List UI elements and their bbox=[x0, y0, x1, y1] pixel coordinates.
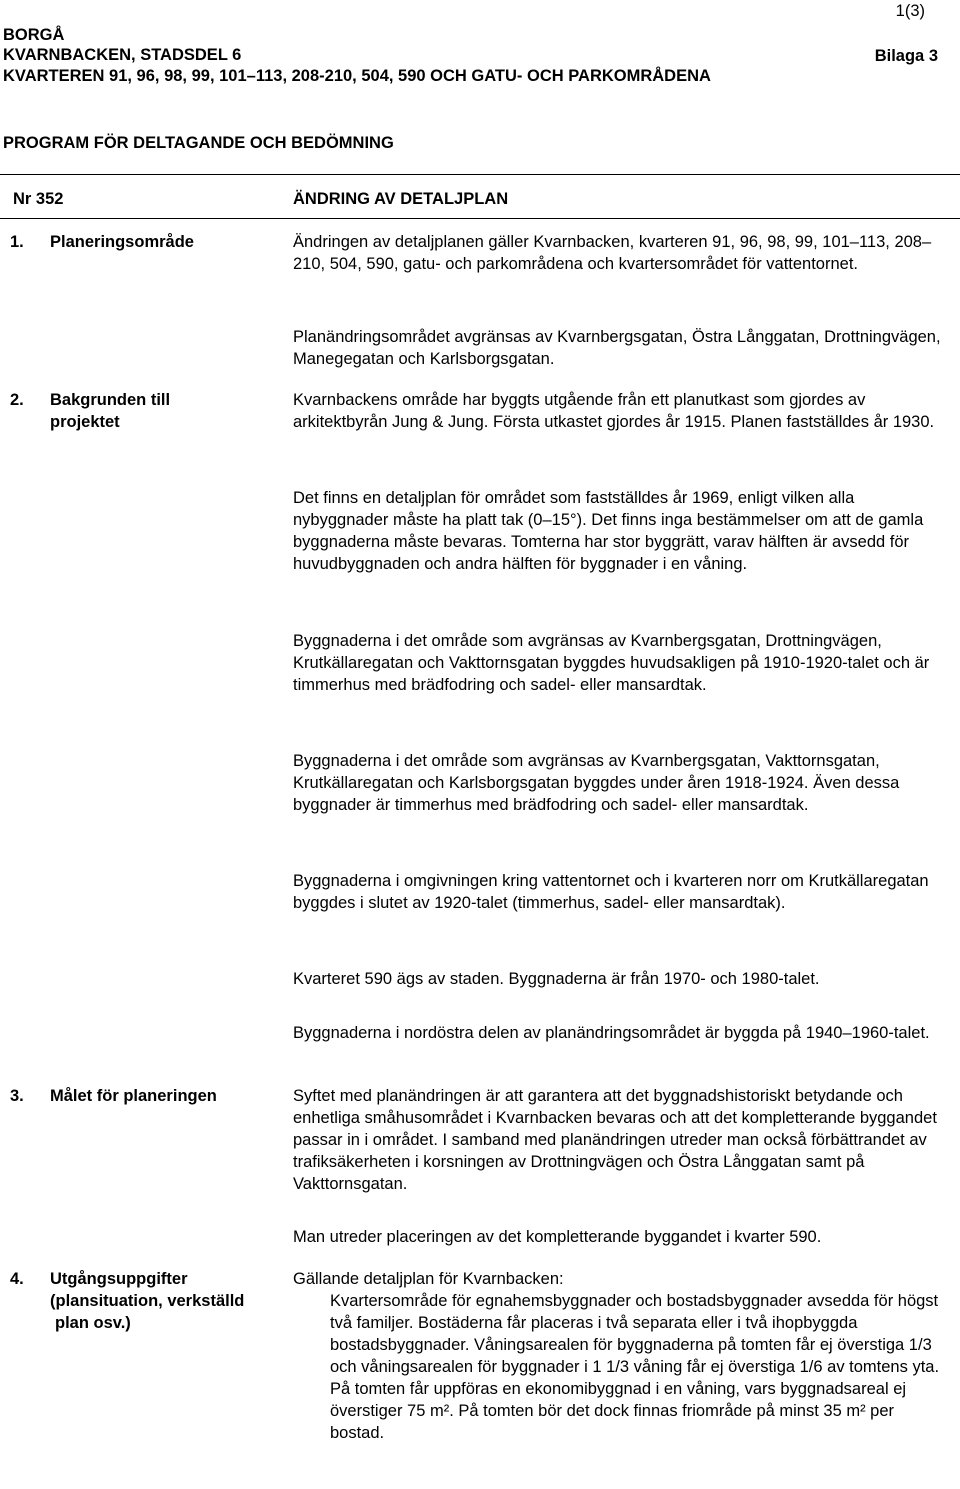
section-2-paragraph-4: Byggnaderna i det område som avgränsas av Kvarnbergsgatan, Vakttornsgatan, Krutkällaregatan och Karlsborgsgatan byggdes under åren 1918-1924. Även dessa byggnader är timmerhus med brädfodring och sadel- eller mansardtak. bbox=[293, 752, 900, 814]
section-1-paragraph-2: Planändringsområdet avgränsas av Kvarnbergsgatan, Östra Långgatan, Drottningvägen, Manegegatan och Karlsborgsgatan. bbox=[293, 328, 941, 368]
header-district: KVARNBACKEN, STADSDEL 6 bbox=[3, 46, 242, 64]
section-4-intro: Gällande detaljplan för Kvarnbacken: bbox=[293, 1270, 564, 1288]
plan-number: Nr 352 bbox=[13, 190, 64, 208]
appendix-label: Bilaga 3 bbox=[874, 47, 938, 65]
section-1-paragraph-1: Ändringen av detaljplanen gäller Kvarnbacken, kvarteren 91, 96, 98, 99, 101–113, 208–210, 504, 590, gatu- och parkområdena och kvartersområdet för vattentornet. bbox=[293, 233, 932, 273]
plan-type: ÄNDRING AV DETALJPLAN bbox=[293, 190, 509, 208]
document-title: PROGRAM FÖR DELTAGANDE OCH BEDÖMNING bbox=[3, 134, 394, 152]
section-3-paragraph-1: Syftet med planändringen är att garantera att det byggnadshistoriskt betydande och enhetliga småhusområdet i Kvarnbacken bevaras och att det kompletterande byggandet passar in i området. I samband med planändringen utreder man också förbättrandet av trafiksäkerheten i korsningen av Drottningvägen och Östra Långgatan samt på Vakttornsgatan. bbox=[293, 1087, 937, 1193]
section-2-paragraph-6: Kvarteret 590 ägs av staden. Byggnaderna är från 1970- och 1980-talet. bbox=[293, 970, 820, 988]
section-4-detail: Kvartersområde för egnahemsbyggnader och bostadsbyggnader avsedda för högst två familjer. Bostäderna får placeras i två separata eller i två ihopbyggda bostadsbyggnader. Våningsarealen för byggnaderna på tomten får ej överstiga 1/3 och våningsarealen för byggnader i 1 1/3 våning får ej överstiga 1/6 av tomtens yta. På tomten får uppföras en ekonomibyggnad i en våning, vars byggnadsareal ej överstiger 75 m². På tomten bör det dock finnas friområde på minst 35 m² per bostad. bbox=[330, 1292, 940, 1442]
section-2-paragraph-2: Det finns en detaljplan för området som fastställdes år 1969, enligt vilken alla nybyggnader måste ha platt tak (0–15°). Det finns inga bestämmelser om att de gamla byggnaderna måste bevaras. Tomterna har stor byggrätt, varav hälften är avsedd för huvudbyggnaden och andra hälften för byggnader i en våning. bbox=[293, 489, 924, 573]
section-4-label: 4. Utgångsuppgifter bbox=[10, 1270, 188, 1288]
section-4-sublabel-1: (plansituation, verkställd bbox=[50, 1292, 245, 1310]
page-number: 1(3) bbox=[895, 2, 925, 20]
section-2-paragraph-7: Byggnaderna i nordöstra delen av planändringsområdet är byggda på 1940–1960-talet. bbox=[293, 1024, 930, 1042]
bottom-rule bbox=[0, 218, 960, 219]
header-blocks: KVARTEREN 91, 96, 98, 99, 101–113, 208-210, 504, 590 OCH GATU- OCH PARKOMRÅDENA bbox=[3, 67, 711, 85]
section-2-paragraph-5: Byggnaderna i omgivningen kring vattentornet och i kvarteren norr om Krutkällaregatan byggdes i slutet av 1920-talet (timmerhus, sadel- eller mansardtak). bbox=[293, 872, 929, 912]
section-3-paragraph-2: Man utreder placeringen av det kompletterande byggandet i kvarter 590. bbox=[293, 1228, 822, 1246]
section-2-paragraph-1: Kvarnbackens område har byggts utgående från ett planutkast som gjordes av arkitektbyrån Jung & Jung. Första utkastet gjordes år 1915. Planen fastställdes år 1930. bbox=[293, 391, 935, 431]
top-rule bbox=[0, 174, 960, 175]
section-4-sublabel-2: plan osv.) bbox=[55, 1314, 131, 1332]
header-city: BORGÅ bbox=[3, 26, 65, 44]
section-2-paragraph-3: Byggnaderna i det område som avgränsas av Kvarnbergsgatan, Drottningvägen, Krutkällaregatan och Vakttornsgatan byggdes huvudsakligen på 1910-1920-talet och är timmerhus med brädfodring och sadel- eller mansardtak. bbox=[293, 632, 930, 694]
section-1-label: 1. Planeringsområde bbox=[10, 233, 194, 251]
section-2-label: 2. Bakgrunden till projektet bbox=[10, 391, 171, 431]
section-3-label: 3. Målet för planeringen bbox=[10, 1087, 217, 1105]
